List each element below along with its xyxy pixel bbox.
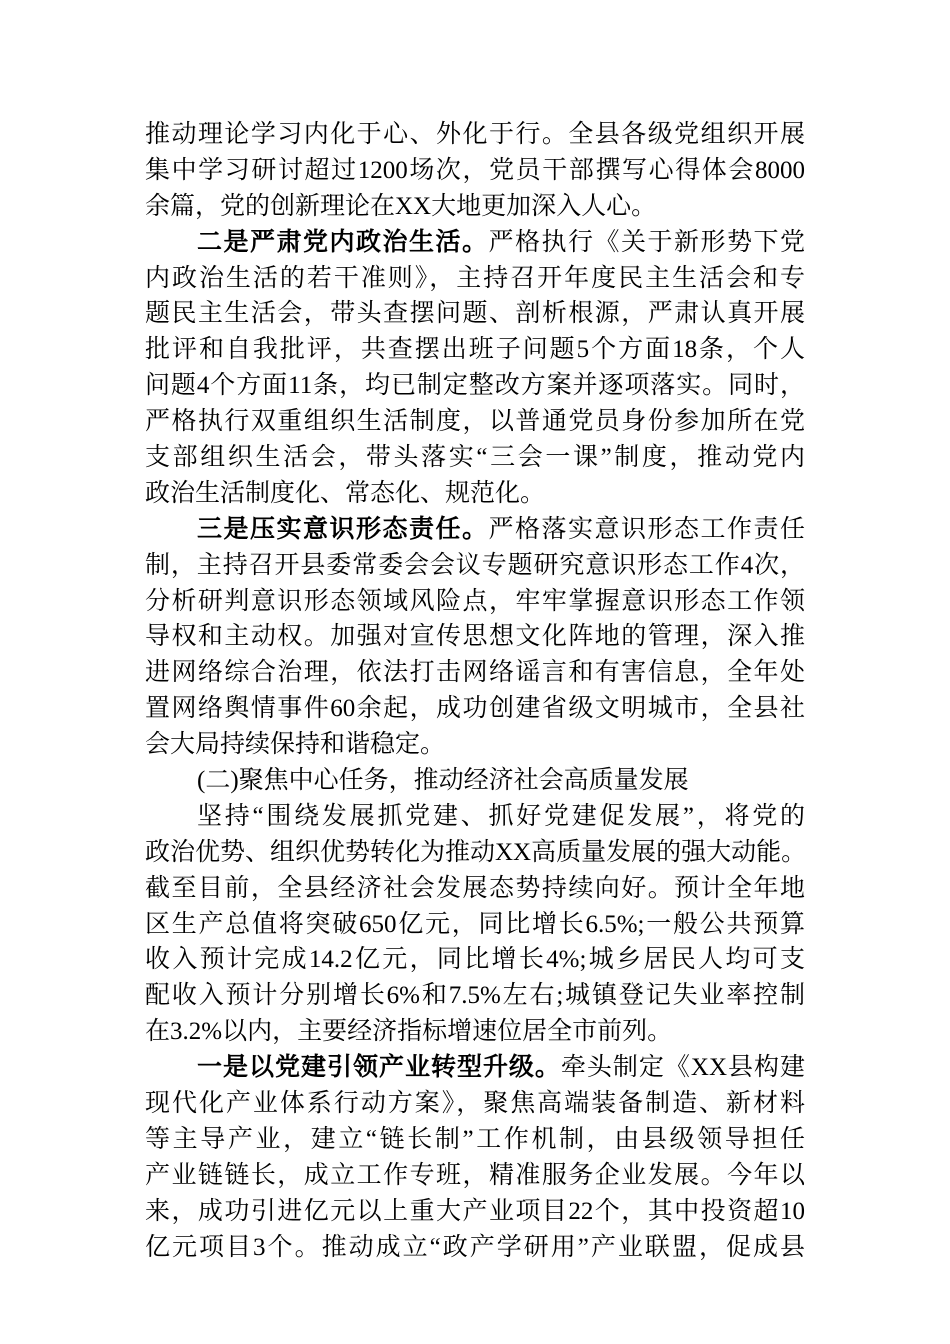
text-line <box>145 1050 805 1086</box>
text-line: 收入预计完成14.2亿元，同比增长4%;城乡居民人均可支 <box>145 946 805 974</box>
paragraph <box>145 799 805 1050</box>
text-line: 坚持“围绕发展抓党建、抓好党建促发展”，将党的 <box>197 802 805 830</box>
paragraph-lead: 三是压实意识形态责任。 <box>197 515 489 543</box>
text-line: 政治优势、组织优势转化为推动XX高质量发展的强大动能。 <box>145 838 807 866</box>
paragraph <box>145 225 805 512</box>
text-line: 批评和自我批评，共查摆出班子问题5个方面18条，个人 <box>145 336 805 364</box>
text-line: 在3.2%以内，主要经济指标增速位居全市前列。 <box>145 1018 673 1046</box>
text-span: 牵头制定《XX县构建 <box>560 1054 805 1082</box>
text-line <box>145 225 805 261</box>
paragraph <box>145 1050 805 1265</box>
text-span: 严格落实意识形态工作责任 <box>488 515 805 543</box>
document-page <box>145 117 805 1266</box>
text-line: 亿元项目3个。推动成立“政产学研用”产业联盟，促成县 <box>145 1233 805 1261</box>
text-line: 推动理论学习内化于心、外化于行。全县各级党组织开展 <box>145 121 805 148</box>
section-heading: (二)聚焦中心任务，推动经济社会高质量发展 <box>197 767 689 795</box>
paragraph-lead: 一是以党建引领产业转型升级。 <box>197 1054 561 1082</box>
text-line: 产业链链长，成立工作专班，精准服务企业发展。今年以 <box>145 1161 805 1189</box>
text-line: 配收入预计分别增长6%和7.5%左右;城镇登记失业率控制 <box>145 982 805 1010</box>
text-line: 置网络舆情事件60余起，成功创建省级文明城市，全县社 <box>145 695 805 723</box>
paragraph <box>145 512 805 763</box>
text-line: 题民主生活会，带头查摆问题、剖析根源，严肃认真开展 <box>145 300 805 328</box>
text-span: 严格执行《关于新形势下党 <box>488 228 805 256</box>
text-line: 问题4个方面11条，均已制定整改方案并逐项落实。同时， <box>145 372 805 400</box>
text-line: 余篇，党的创新理论在XX大地更加深入人心。 <box>145 192 657 220</box>
text-line: 集中学习研讨超过1200场次，党员干部撰写心得体会8000 <box>145 156 805 184</box>
text-line: 严格执行双重组织生活制度，以普通党员身份参加所在党 <box>145 408 805 436</box>
paragraph-lead: 二是严肃党内政治生活。 <box>197 228 489 256</box>
paragraph <box>145 117 805 225</box>
text-line: 内政治生活的若干准则》，主持召开年度民主生活会和专 <box>145 264 805 292</box>
text-line: 政治生活制度化、常态化、规范化。 <box>145 479 546 507</box>
text-line <box>145 512 805 548</box>
text-line: 截至目前，全县经济社会发展态势持续向好。预计全年地 <box>145 874 805 902</box>
text-line: 导权和主动权。加强对宣传思想文化阵地的管理，深入推 <box>145 623 805 651</box>
text-line: 区生产总值将突破650亿元，同比增长6.5%;一般公共预算 <box>145 910 805 938</box>
text-line: 分析研判意识形态领域风险点，牢牢掌握意识形态工作领 <box>145 587 805 615</box>
text-line: 进网络综合治理，依法打击网络谣言和有害信息，全年处 <box>145 659 805 687</box>
text-line: 来，成功引进亿元以上重大产业项目22个，其中投资超10 <box>145 1197 805 1225</box>
text-line: 制，主持召开县委常委会会议专题研究意识形态工作4次， <box>145 551 805 579</box>
text-line: 等主导产业，建立“链长制”工作机制，由县级领导担任 <box>145 1125 805 1153</box>
text-line: 会大局持续保持和谐稳定。 <box>145 731 446 759</box>
text-line: 现代化产业体系行动方案》，聚焦高端装备制造、新材料 <box>145 1090 805 1118</box>
text-line: 支部组织生活会，带头落实“三会一课”制度，推动党内 <box>145 444 805 472</box>
